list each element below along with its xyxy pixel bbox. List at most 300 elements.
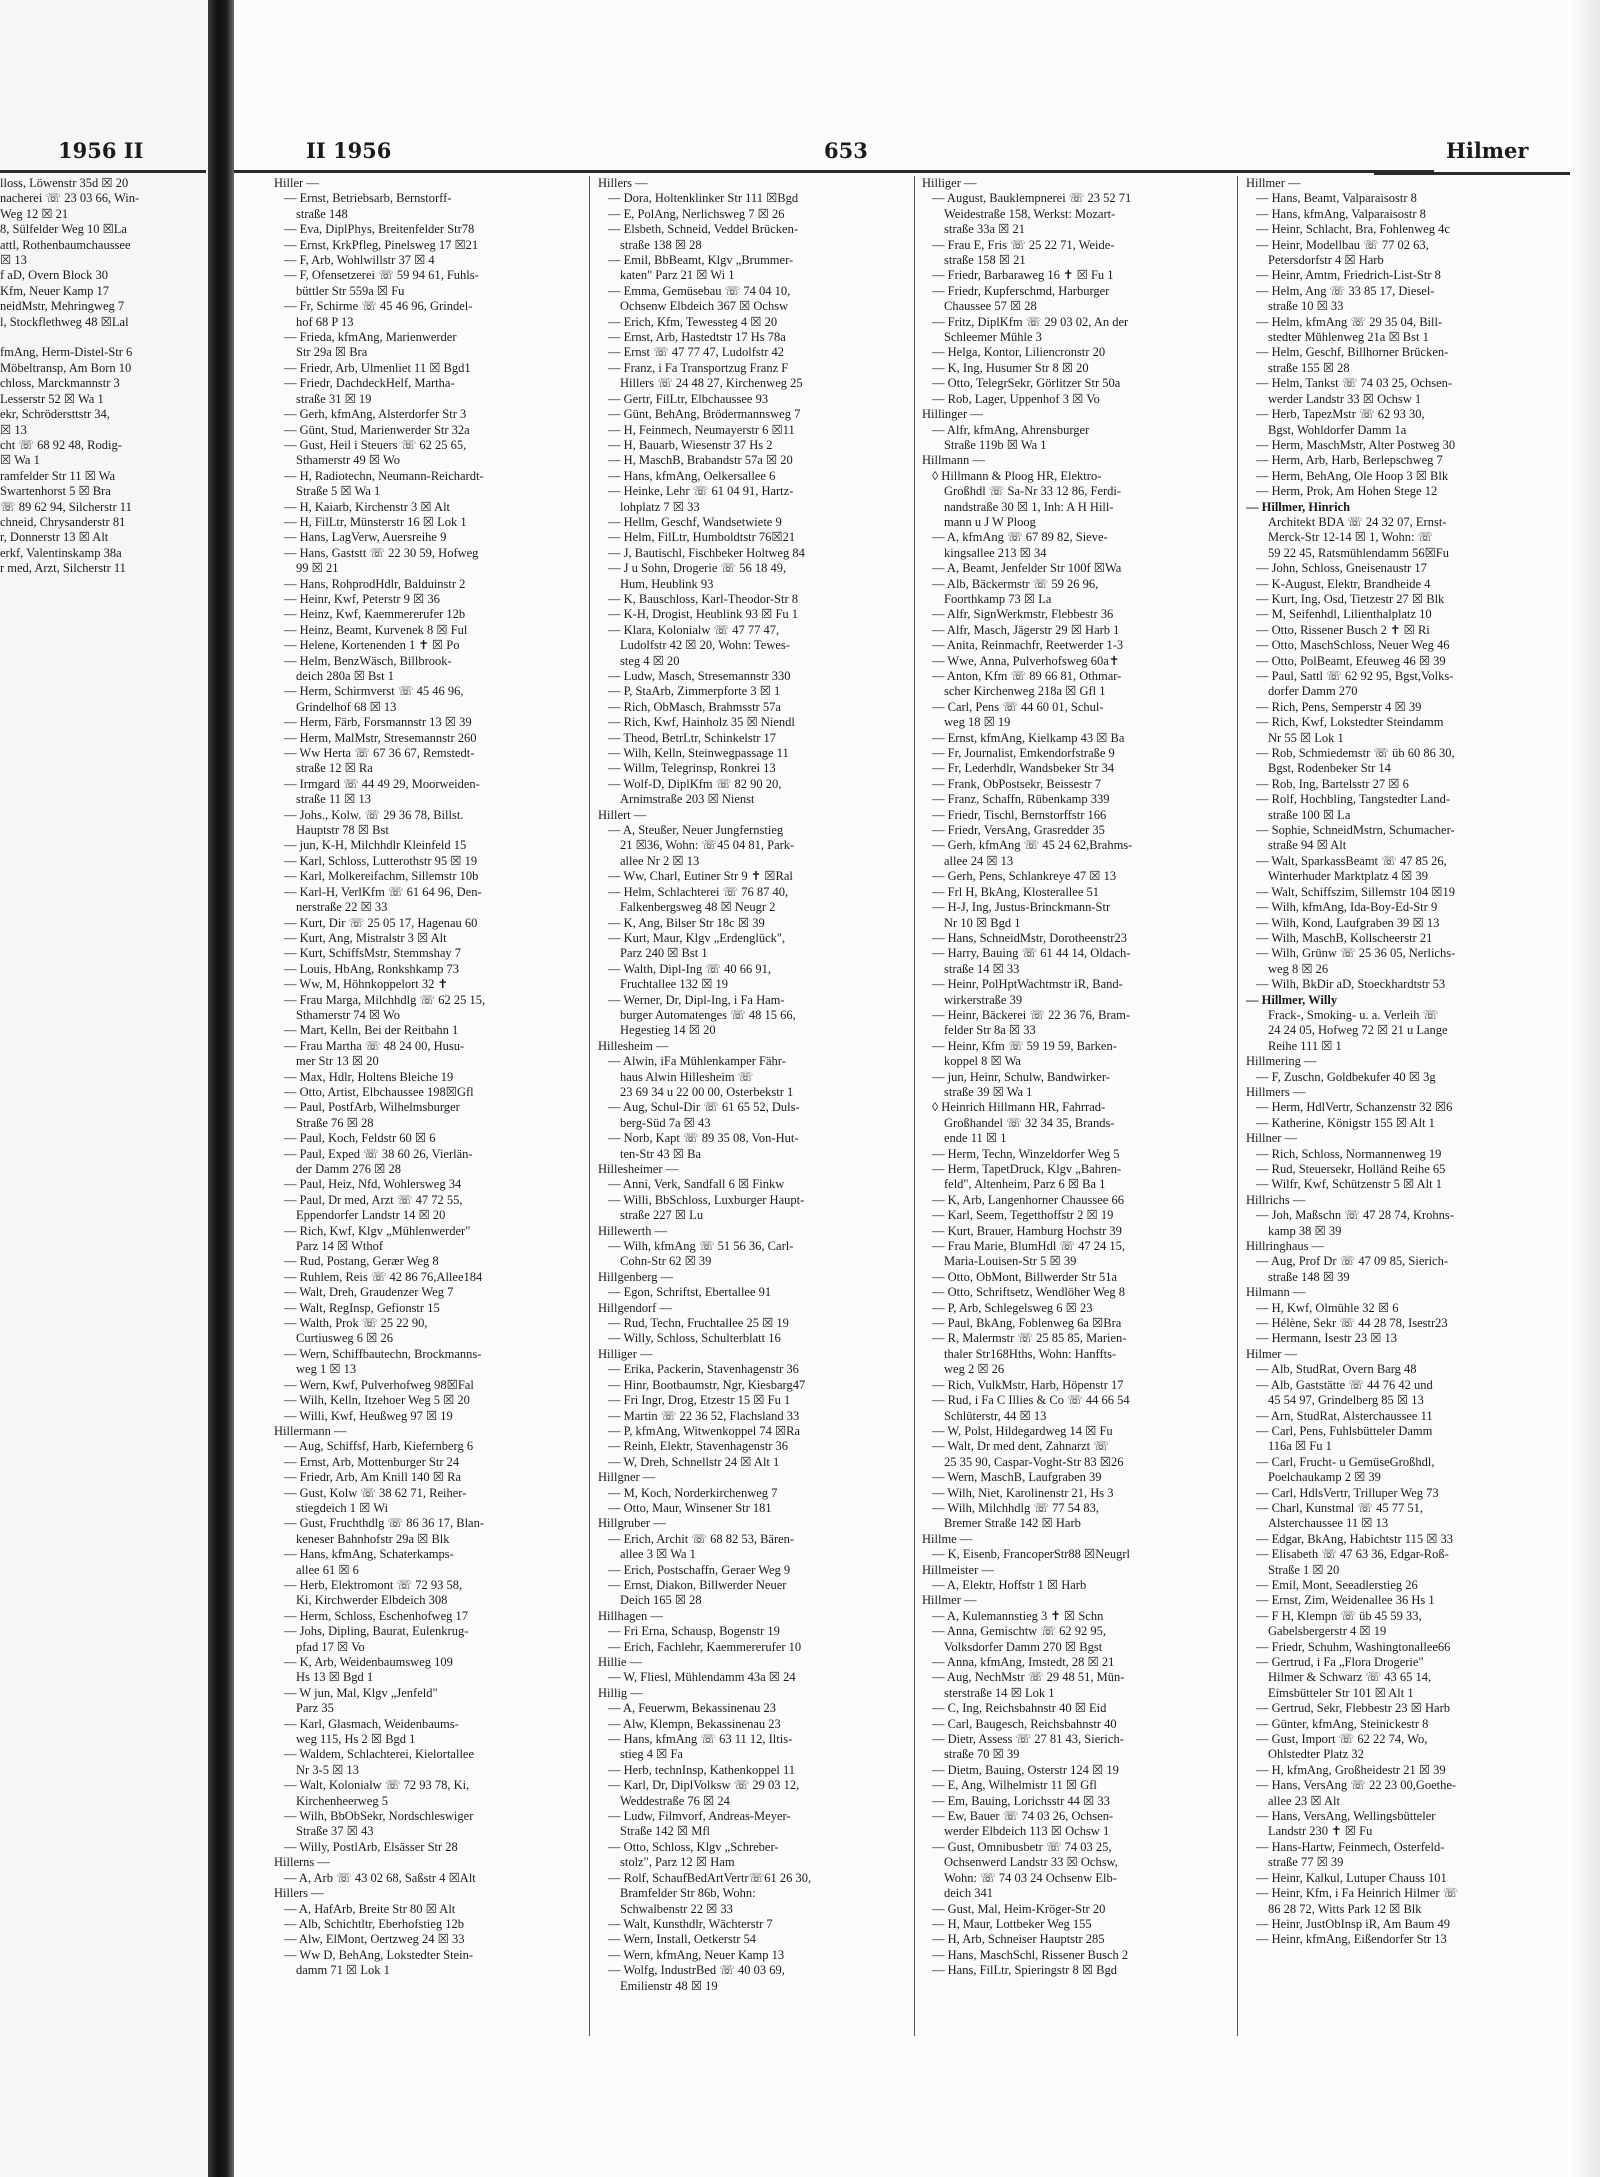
entry-line: — Rob, Schmiedemstr ☏ üb 60 86 30, bbox=[1256, 746, 1455, 761]
entry-line: — Rud, Steuersekr, Holländ Reihe 65 bbox=[1256, 1162, 1446, 1176]
entry-line: Eppendorfer Landstr 14 ☒ 20 bbox=[296, 1208, 446, 1223]
entry-line: — Sophie, SchneidMstrn, Schumacher- bbox=[1256, 823, 1455, 838]
entry-line: — Hans, Beamt, Valparaisostr 8 bbox=[1256, 191, 1417, 206]
entry-line: der Damm 276 ☒ 28 bbox=[296, 1162, 401, 1176]
entry-line: — Carl, HdlsVertr, Trilluper Weg 73 bbox=[1256, 1485, 1439, 1500]
entry-line: — C, Ing, Reichsbahnstr 40 ☒ Eid bbox=[932, 1701, 1107, 1716]
entry-line: — Friedr, Barbaraweg 16 ✝ ☒ Fu 1 bbox=[932, 268, 1114, 283]
entry-line: — Wern, Install, Oetkerstr 54 bbox=[608, 1932, 757, 1947]
entry-line: — Wilh, Kond, Laufgraben 39 ☒ 13 bbox=[1256, 915, 1440, 930]
entry-line: damm 71 ☒ Lok 1 bbox=[296, 1963, 390, 1978]
entry-line: — Willi, Kwf, Heußweg 97 ☒ 19 bbox=[284, 1408, 453, 1423]
previous-page-line: nacherei ☏ 23 03 66, Win- bbox=[0, 191, 140, 206]
entry-line: Chaussee 57 ☒ 28 bbox=[944, 299, 1037, 314]
entry-line: Schleemer Mühle 3 bbox=[944, 330, 1042, 345]
entry-line: — Wilh, kfmAng ☏ 51 56 36, Carl- bbox=[608, 1239, 794, 1254]
entry-line: — Günt, BehAng, Brödermannsweg 7 bbox=[608, 407, 801, 422]
entry-line: — Ww, Charl, Eutiner Str 9 ✝ ☒Ral bbox=[608, 869, 793, 884]
entry-line: — Wern, Kwf, Pulverhofweg 98☒Fal bbox=[284, 1377, 474, 1392]
entry-line: werder Landstr 33 ☒ Ochsw 1 bbox=[1268, 391, 1422, 406]
entry-line: — Martin ☏ 22 36 52, Flachsland 33 bbox=[608, 1408, 800, 1423]
entry-line: — Rich, VulkMstr, Harb, Höpenstr 17 bbox=[932, 1377, 1124, 1392]
entry-line: — Herm, MaschMstr, Alter Postweg 30 bbox=[1256, 437, 1456, 452]
entry-line: — Wilh, Kelln, Steinwegpassage 11 bbox=[608, 746, 789, 761]
entry-line: steg 4 ☒ 20 bbox=[620, 653, 680, 668]
entry-line: — Karl, Seem, Tegetthoffstr 2 ☒ 19 bbox=[932, 1208, 1114, 1223]
entry-line: — Heinke, Lehr ☏ 61 04 91, Hartz- bbox=[608, 484, 794, 499]
entry-line: mann u J W Ploog bbox=[944, 514, 1036, 529]
surname-heading: Hillgner — bbox=[598, 1470, 656, 1485]
entry-line: — Rud, Postang, Gerær Weg 8 bbox=[284, 1254, 439, 1269]
entry-line: — Günter, kfmAng, Steinickestr 8 bbox=[1256, 1716, 1429, 1731]
previous-page-line: l, Stockflethweg 48 ☒Lal bbox=[0, 314, 129, 329]
entry-line: straße 148 bbox=[296, 206, 348, 221]
entry-line: — Kurt, Ing, Osd, Tietzestr 27 ☒ Blk bbox=[1256, 591, 1445, 606]
previous-page-line: Lesserstr 52 ☒ Wa 1 bbox=[0, 391, 104, 406]
entry-line: Reihe 111 ☒ 1 bbox=[1268, 1038, 1342, 1053]
entry-line: — Herm, Prok, Am Hohen Stege 12 bbox=[1256, 484, 1438, 499]
directory-column-1 bbox=[274, 176, 580, 2038]
surname-heading: Hillhagen — bbox=[598, 1608, 663, 1623]
entry-line: Großhdl ☏ Sa-Nr 33 12 86, Ferdi- bbox=[944, 484, 1122, 499]
entry-line: — Emil, BbBeamt, Klgv „Brummer- bbox=[608, 253, 794, 268]
entry-line: — Hinr, Bootbaumstr, Ngr, Kiesbarg47 bbox=[608, 1377, 806, 1392]
entry-line: — Walt, Kolonialw ☏ 72 93 78, Ki, bbox=[284, 1778, 470, 1793]
directory-page bbox=[234, 0, 1600, 2177]
entry-line: — Gerh, Pens, Schlankreye 47 ☒ 13 bbox=[932, 869, 1117, 884]
entry-line: Ohlstedter Platz 32 bbox=[1268, 1747, 1364, 1762]
entry-line: 21 ☒36, Wohn: ☏45 04 81, Park- bbox=[620, 838, 795, 853]
entry-line: — M, Koch, Norderkirchenweg 7 bbox=[608, 1485, 778, 1500]
entry-line: Falkenbergsweg 48 ☒ Neugr 2 bbox=[620, 900, 776, 915]
entry-line: allee 23 ☒ Alt bbox=[1268, 1793, 1340, 1808]
entry-line: — Hans, kfmAng, Schaterkamps- bbox=[284, 1547, 454, 1562]
entry-line: — K, Ing, Husumer Str 8 ☒ 20 bbox=[932, 360, 1089, 375]
entry-line: straße 148 ☒ 39 bbox=[1268, 1269, 1350, 1284]
entry-line: — A, Steußer, Neuer Jungfernstieg bbox=[608, 823, 784, 838]
entry-line: — Helene, Kortenenden 1 ✝ ☒ Po bbox=[284, 638, 460, 653]
entry-line: — Gust, Kolw ☏ 38 62 71, Reiher- bbox=[284, 1485, 467, 1500]
entry-line: — Otto, Schloss, Klgv „Schreber- bbox=[608, 1839, 779, 1854]
entry-line: — Hellm, Geschf, Wandsetwiete 9 bbox=[608, 514, 782, 529]
entry-line: — Günt, Stud, Marienwerder Str 32a bbox=[284, 422, 470, 437]
entry-line: — K, Bauschloss, Karl-Theodor-Str 8 bbox=[608, 591, 798, 606]
entry-line: — Aug, Schiffsf, Harb, Kiefernberg 6 bbox=[284, 1439, 474, 1454]
entry-line: — Ernst, Betriebsarb, Bernstorff- bbox=[284, 191, 452, 206]
entry-line: stolz", Parz 12 ☒ Ham bbox=[620, 1855, 735, 1870]
entry-line: — A, Elektr, Hoffstr 1 ☒ Harb bbox=[932, 1577, 1087, 1592]
entry-line: — Kurt, SchiffsMstr, Stemmshay 7 bbox=[284, 946, 462, 961]
previous-page-header: 1956 II bbox=[58, 138, 144, 163]
surname-heading: Hillermann — bbox=[274, 1423, 347, 1438]
entry-line: haus Alwin Hillesheim ☏ bbox=[620, 1069, 754, 1084]
entry-line: — Rud, Techn, Fruchtallee 25 ☒ 19 bbox=[608, 1316, 789, 1331]
entry-line: — Klara, Kolonialw ☏ 47 77 47, bbox=[608, 622, 780, 637]
entry-line: — Carl, Baugesch, Reichsbahnstr 40 bbox=[932, 1716, 1117, 1731]
entry-line: Weidestraße 158, Werkst: Mozart- bbox=[944, 206, 1116, 221]
entry-line: — Hans, kfmAng, Oelkersallee 6 bbox=[608, 468, 776, 483]
entry-line: thaler Str168Hths, Wohn: Hanffts- bbox=[944, 1346, 1117, 1361]
entry-line: koppel 8 ☒ Wa bbox=[944, 1054, 1021, 1069]
entry-line: — August, Bauklempnerei ☏ 23 52 71 bbox=[932, 191, 1132, 206]
surname-heading: Hilmann — bbox=[1246, 1285, 1306, 1300]
entry-line: — Dietm, Bauing, Osterstr 124 ☒ 19 bbox=[932, 1762, 1119, 1777]
entry-line: — W, Fliesl, Mühlendamm 43a ☒ 24 bbox=[608, 1670, 796, 1685]
previous-page-line: Kfm, Neuer Kamp 17 bbox=[0, 283, 109, 298]
surname-heading: Hillmann — bbox=[922, 453, 985, 468]
entry-line: straße 33a ☒ 21 bbox=[944, 222, 1025, 237]
entry-line: Landstr 230 ✝ ☒ Fu bbox=[1268, 1824, 1373, 1839]
entry-line: — Paul, Dr med, Arzt ☏ 47 72 55, bbox=[284, 1192, 463, 1207]
entry-line: — Hans, SchneidMstr, Dorotheenstr23 bbox=[932, 930, 1127, 945]
entry-line: ◊ Hillmann & Ploog HR, Elektro- bbox=[932, 468, 1102, 483]
entry-line: Ludolfstr 42 ☒ 20, Wohn: Tewes- bbox=[620, 638, 790, 653]
surname-heading: Hillgruber — bbox=[598, 1516, 666, 1531]
entry-line: straße 14 ☒ 33 bbox=[944, 961, 1020, 976]
previous-page-line bbox=[0, 330, 206, 345]
entry-line: — F, Arb, Wohlwillstr 37 ☒ 4 bbox=[284, 253, 435, 268]
entry-line: Nr 10 ☒ Bgd 1 bbox=[944, 915, 1021, 930]
entry-line: — Heinr, Kfm, i Fa Heinrich Hilmer ☏ bbox=[1256, 1886, 1459, 1901]
entry-line: — Carl, Pens, Fuhlsbütteler Damm bbox=[1256, 1423, 1433, 1438]
entry-line: — Fr, Schirme ☏ 45 46 96, Grindel- bbox=[284, 299, 473, 314]
entry-line: — Alwin, iFa Mühlenkamper Fähr- bbox=[608, 1054, 786, 1069]
entry-line: — Theod, BetrLtr, Schinkelstr 17 bbox=[608, 730, 776, 745]
previous-page-line: neidMstr, Mehringweg 7 bbox=[0, 299, 125, 314]
entry-line: — Waldem, Schlachterei, Kielortallee bbox=[284, 1747, 475, 1762]
entry-line: kingsallee 213 ☒ 34 bbox=[944, 545, 1047, 560]
entry-line: — Helm, Geschf, Billhorner Brücken- bbox=[1256, 345, 1449, 360]
surname-heading: Hillerns — bbox=[274, 1855, 330, 1870]
entry-line: — Gertr, FilLtr, Elbchaussee 93 bbox=[608, 391, 769, 406]
entry-line: straße 158 ☒ 21 bbox=[944, 253, 1026, 268]
entry-line: — P, kfmAng, Witwenkoppel 74 ☒Ra bbox=[608, 1423, 801, 1438]
entry-line: — H, Bauarb, Wiesenstr 37 Hs 2 bbox=[608, 437, 773, 452]
entry-line: — Hans, MaschSchl, Rissener Busch 2 bbox=[932, 1947, 1129, 1962]
entry-line: — Alb, Bäckermstr ☏ 59 26 96, bbox=[932, 576, 1099, 591]
entry-line: — Rud, i Fa C Illies & Co ☏ 44 66 54 bbox=[932, 1393, 1130, 1408]
entry-line: — H, Kaiarb, Kirchenstr 3 ☒ Alt bbox=[284, 499, 451, 514]
entry-line: — Frl H, BkAng, Klosterallee 51 bbox=[932, 884, 1099, 899]
entry-line: — Paul, Koch, Feldstr 60 ☒ 6 bbox=[284, 1131, 436, 1146]
entry-line: — Walt, SparkassBeamt ☏ 47 85 26, bbox=[1256, 853, 1447, 868]
surname-heading: Hillers — bbox=[274, 1886, 324, 1901]
entry-line: Arnimstraße 203 ☒ Nienst bbox=[620, 792, 755, 807]
entry-line: stedter Mühlenweg 21a ☒ Bst 1 bbox=[1268, 330, 1429, 345]
entry-line: — Kurt, Maur, Klgv „Erdenglück", bbox=[608, 930, 786, 945]
entry-line: — Hans, VersAng ☏ 22 23 00,Goethe- bbox=[1256, 1778, 1457, 1793]
header-year: II 1956 bbox=[306, 138, 392, 163]
surname-heading: Hillringhaus — bbox=[1246, 1239, 1325, 1254]
entry-line: allee 24 ☒ 13 bbox=[944, 853, 1014, 868]
entry-line: — Carl, Frucht- u GemüseGroßhdl, bbox=[1256, 1454, 1435, 1469]
entry-line: — P, StaArb, Zimmerpforte 3 ☒ 1 bbox=[608, 684, 781, 699]
entry-line: — Karl-H, VerlKfm ☏ 61 64 96, Den- bbox=[284, 884, 482, 899]
previous-page-line: chloss, Marckmannstr 3 bbox=[0, 376, 120, 391]
surname-heading: Hillesheimer — bbox=[598, 1162, 679, 1176]
entry-line: nerstraße 22 ☒ 33 bbox=[296, 900, 388, 915]
entry-line: deich 341 bbox=[944, 1886, 993, 1901]
entry-line: — Helm, kfmAng ☏ 29 35 04, Bill- bbox=[1256, 314, 1443, 329]
entry-heading: — Hillmer, Hinrich bbox=[1246, 499, 1351, 514]
entry-line: — Hans, LagVerw, Auersreihe 9 bbox=[284, 530, 447, 545]
entry-line: Alsterchaussee 11 ☒ 13 bbox=[1268, 1516, 1389, 1531]
entry-line: — Wilh, Kelln, Itzehoer Weg 5 ☒ 20 bbox=[284, 1393, 470, 1408]
entry-line: — Willy, Schloss, Schulterblatt 16 bbox=[608, 1331, 781, 1346]
entry-line: — Alfr, Masch, Jägerstr 29 ☒ Harb 1 bbox=[932, 622, 1120, 637]
entry-line: Hum, Heublink 93 bbox=[620, 576, 714, 591]
entry-line: — Gust, Import ☏ 62 22 74, Wo, bbox=[1256, 1732, 1428, 1747]
entry-line: — E, Ang, Wilhelmistr 11 ☒ Gfl bbox=[932, 1778, 1097, 1793]
entry-line: — Erich, Postschaffn, Geraer Weg 9 bbox=[608, 1562, 791, 1577]
entry-line: — K-H, Drogist, Heublink 93 ☒ Fu 1 bbox=[608, 607, 799, 622]
entry-line: straße 77 ☒ 39 bbox=[1268, 1855, 1344, 1870]
entry-line: — Walt, Dreh, Graudenzer Weg 7 bbox=[284, 1285, 454, 1300]
entry-line: — Edgar, BkAng, Habichtstr 115 ☒ 33 bbox=[1256, 1531, 1454, 1546]
entry-line: Wohn: ☏ 74 03 24 Ochsenw Elb- bbox=[944, 1870, 1117, 1885]
entry-line: — Walt, Schiffszim, Sillemstr 104 ☒19 bbox=[1256, 884, 1455, 899]
entry-line: Schwalbenstr 22 ☒ 33 bbox=[620, 1901, 733, 1916]
entry-line: — Helm, Ang ☏ 33 85 17, Diesel- bbox=[1256, 283, 1435, 298]
header-rule-right bbox=[1374, 172, 1570, 175]
entry-line: Ochsenw Elbdeich 367 ☒ Ochsw bbox=[620, 299, 789, 314]
entry-line: wirkerstraße 39 bbox=[944, 992, 1023, 1007]
book-gutter bbox=[208, 0, 234, 2177]
entry-line: — Helm, Schlachterei ☏ 76 87 40, bbox=[608, 884, 789, 899]
entry-line: — Otto, Schriftsetz, Wendlöher Weg 8 bbox=[932, 1285, 1125, 1300]
entry-line: straße 31 ☒ 19 bbox=[296, 391, 372, 406]
entry-line: — Alw, ElMont, Oertzweg 24 ☒ 33 bbox=[284, 1932, 465, 1947]
entry-line: Straße 5 ☒ Wa 1 bbox=[296, 484, 381, 499]
entry-line: Parz 35 bbox=[296, 1701, 334, 1716]
entry-line: — Ludw, Filmvorf, Andreas-Meyer- bbox=[608, 1809, 791, 1824]
previous-page-line: fmAng, Herm-Distel-Str 6 bbox=[0, 345, 133, 360]
entry-line: straße 11 ☒ 13 bbox=[296, 792, 371, 807]
entry-line: Hillers ☏ 24 48 27, Kirchenweg 25 bbox=[620, 376, 803, 391]
entry-line: — Alb, Schichtltr, Eberhofstieg 12b bbox=[284, 1916, 465, 1931]
entry-line: allee Nr 2 ☒ 13 bbox=[620, 853, 700, 868]
column-divider bbox=[1237, 176, 1238, 2036]
entry-line: Kirchenheerweg 5 bbox=[296, 1793, 388, 1808]
entry-line: — Herm, Schloss, Eschenhofweg 17 bbox=[284, 1608, 468, 1623]
entry-line: — Ludw, Masch, Stresemannstr 330 bbox=[608, 669, 791, 683]
entry-line: straße 227 ☒ Lu bbox=[620, 1208, 704, 1223]
previous-page-line: ☒ Wa 1 bbox=[0, 453, 40, 468]
entry-line: — K, Eisenb, FrancoperStr88 ☒Neugrl bbox=[932, 1547, 1130, 1562]
entry-line: deich 280a ☒ Bst 1 bbox=[296, 669, 394, 683]
entry-line: — Friedr, Tischl, Bernstorffstr 166 bbox=[932, 807, 1107, 822]
entry-line: mer Str 13 ☒ 20 bbox=[296, 1054, 379, 1069]
entry-line: — Wern, Schiffbautechn, Brockmanns- bbox=[284, 1346, 482, 1361]
entry-line: 23 69 34 u 22 00 00, Osterbekstr 1 bbox=[620, 1084, 794, 1099]
entry-line: — Karl, Schloss, Lutterothstr 95 ☒ 19 bbox=[284, 853, 478, 868]
entry-line: — Friedr, Arb, Ulmenliet 11 ☒ Bgd1 bbox=[284, 360, 471, 375]
surname-heading: Hillinger — bbox=[922, 407, 983, 422]
entry-line: Sthamerstr 49 ☒ Wo bbox=[296, 453, 401, 468]
entry-line: Gabelsbergerstr 4 ☒ 19 bbox=[1268, 1624, 1387, 1639]
entry-line: — Fri Ingr, Drog, Etzestr 15 ☒ Fu 1 bbox=[608, 1393, 791, 1408]
previous-page-line: Swartenhorst 5 ☒ Bra bbox=[0, 484, 111, 499]
entry-line: — Herm, Schirmverst ☏ 45 46 96, bbox=[284, 684, 464, 699]
entry-line: pfad 17 ☒ Vo bbox=[296, 1639, 365, 1654]
entry-line: Grindelhof 68 ☒ 13 bbox=[296, 699, 397, 714]
entry-line: — Louis, HbAng, Ronkshkamp 73 bbox=[284, 961, 459, 976]
entry-heading: — Hillmer, Willy bbox=[1246, 992, 1338, 1007]
entry-line: — Ww D, BehAng, Lokstedter Stein- bbox=[284, 1947, 473, 1962]
entry-line: Winterhuder Marktplatz 4 ☒ 39 bbox=[1268, 869, 1428, 884]
entry-line: — Aug, Prof Dr ☏ 47 09 85, Sierich- bbox=[1256, 1254, 1449, 1269]
entry-line: — Otto, PolBeamt, Efeuweg 46 ☒ 39 bbox=[1256, 653, 1446, 668]
entry-line: — J, Bautischl, Fischbeker Holtweg 84 bbox=[608, 545, 805, 560]
directory-column-4 bbox=[1246, 176, 1552, 2038]
entry-line: — Frau Marga, Milchhdlg ☏ 62 25 15, bbox=[284, 992, 486, 1007]
entry-line: — Herm, TapetDruck, Klgv „Bahren- bbox=[932, 1162, 1122, 1176]
entry-line: — Rolf, Hochbling, Tangstedter Land- bbox=[1256, 792, 1450, 807]
surname-heading: Hillesheim — bbox=[598, 1038, 669, 1053]
previous-page-line: erkf, Valentinskamp 38a bbox=[0, 545, 122, 560]
entry-line: — Herm, Arb, Harb, Berlepschweg 7 bbox=[1256, 453, 1443, 468]
entry-line: — K, Arb, Langenhorner Chaussee 66 bbox=[932, 1192, 1124, 1207]
surname-heading: Hillmeister — bbox=[922, 1562, 994, 1577]
entry-line: weg 1 ☒ 13 bbox=[296, 1362, 357, 1377]
entry-line: — Walth, Prok ☏ 25 22 90, bbox=[284, 1316, 428, 1331]
entry-line: — Ew, Bauer ☏ 74 03 26, Ochsen- bbox=[932, 1809, 1114, 1824]
entry-line: — Hélène, Sekr ☏ 44 28 78, Isestr23 bbox=[1256, 1316, 1448, 1331]
entry-line: — Friedr, Arb, Am Knill 140 ☒ Ra bbox=[284, 1470, 462, 1485]
entry-line: straße 155 ☒ 28 bbox=[1268, 360, 1350, 375]
entry-line: — Egon, Schriftst, Ebertallee 91 bbox=[608, 1285, 772, 1300]
entry-line: Ki, Kirchwerder Elbdeich 308 bbox=[296, 1593, 448, 1608]
entry-line: — Otto, Artist, Elbchaussee 198☒Gfl bbox=[284, 1084, 474, 1099]
surname-heading: Hilliger — bbox=[922, 176, 977, 190]
entry-line: stiegdeich 1 ☒ Wi bbox=[296, 1500, 389, 1515]
entry-line: — Gertrud, i Fa „Flora Drogerie" bbox=[1256, 1655, 1424, 1669]
entry-line: — Heinr, PolHptWachtmstr iR, Band- bbox=[932, 977, 1123, 992]
entry-line: — Friedr, VersAng, Grasredder 35 bbox=[932, 823, 1105, 838]
entry-line: — H, kfmAng, Großheidestr 21 ☒ 39 bbox=[1256, 1762, 1446, 1777]
entry-line: — Anna, kfmAng, Imstedt, 28 ☒ 21 bbox=[932, 1655, 1115, 1669]
entry-line: Bramfelder Str 86b, Wohn: bbox=[620, 1886, 756, 1901]
entry-line: — Kurt, Brauer, Hamburg Hochstr 39 bbox=[932, 1223, 1122, 1238]
entry-line: — Herm, Färb, Forsmannstr 13 ☒ 39 bbox=[284, 715, 472, 730]
entry-line: — Erich, Fachlehr, Kaemmererufer 10 bbox=[608, 1639, 802, 1654]
entry-line: — Alfr, SignWerkmstr, Flebbestr 36 bbox=[932, 607, 1114, 622]
entry-line: — H, Maur, Lottbeker Weg 155 bbox=[932, 1916, 1092, 1931]
entry-line: — F, Zuschn, Goldbekufer 40 ☒ 3g bbox=[1256, 1069, 1436, 1084]
entry-line: straße 39 ☒ Wa 1 bbox=[944, 1084, 1033, 1099]
entry-line: — Otto, Maur, Winsener Str 181 bbox=[608, 1500, 772, 1515]
entry-line: Ochsenwerd Landstr 33 ☒ Ochsw, bbox=[944, 1855, 1118, 1870]
entry-line: — Walt, Dr med dent, Zahnarzt ☏ bbox=[932, 1439, 1109, 1454]
entry-line: — Anna, Gemischtw ☏ 62 92 95, bbox=[932, 1624, 1106, 1639]
previous-page-line: f aD, Overn Block 30 bbox=[0, 268, 108, 283]
entry-line: — Otto, TelegrSekr, Görlitzer Str 50a bbox=[932, 376, 1121, 391]
entry-line: — Charl, Kunstmal ☏ 45 77 51, bbox=[1256, 1500, 1424, 1515]
entry-line: — Hans, VersAng, Wellingsbütteler bbox=[1256, 1809, 1436, 1824]
entry-line: Nr 3-5 ☒ 13 bbox=[296, 1762, 359, 1777]
surname-heading: Hillie — bbox=[598, 1655, 643, 1669]
entry-line: — Reinh, Elektr, Stavenhagenstr 36 bbox=[608, 1439, 789, 1454]
entry-line: — Rich, Kwf, Hainholz 35 ☒ Niendl bbox=[608, 715, 795, 730]
entry-line: straße 100 ☒ La bbox=[1268, 807, 1351, 822]
entry-line: — Gerh, kfmAng, Alsterdorfer Str 3 bbox=[284, 407, 467, 422]
page-number: 653 bbox=[824, 138, 868, 163]
entry-line: — Alb, Gaststätte ☏ 44 76 42 und bbox=[1256, 1377, 1433, 1392]
entry-line: straße 94 ☒ Alt bbox=[1268, 838, 1347, 853]
entry-line: Parz 240 ☒ Bst 1 bbox=[620, 946, 708, 961]
entry-line: — Heinr, Kalkul, Lutuper Chauss 101 bbox=[1256, 1870, 1447, 1885]
entry-line: — A, kfmAng ☏ 67 89 82, Sieve- bbox=[932, 530, 1108, 545]
entry-line: — H, MaschB, Brabandstr 57a ☒ 20 bbox=[608, 453, 793, 468]
entry-line: — Fr, Lederhdlr, Wandsbeker Str 34 bbox=[932, 761, 1115, 776]
entry-line: — Rob, Lager, Uppenhof 3 ☒ Vo bbox=[932, 391, 1100, 406]
entry-line: — Hans, kfmAng ☏ 63 11 12, Iltis- bbox=[608, 1732, 793, 1747]
entry-line: — Heinz, Beamt, Kurvenek 8 ☒ Ful bbox=[284, 622, 468, 637]
surname-heading: Hillers — bbox=[598, 176, 648, 190]
previous-page-line: Weg 12 ☒ 21 bbox=[0, 206, 69, 221]
entry-line: Eimsbütteler Str 101 ☒ Alt 1 bbox=[1268, 1685, 1414, 1700]
surname-heading: Hillig — bbox=[598, 1685, 643, 1700]
entry-line: — F H, Klempn ☏ üb 45 59 33, bbox=[1256, 1608, 1422, 1623]
entry-line: büttler Str 559a ☒ Fu bbox=[296, 283, 405, 298]
entry-line: — John, Schloss, Gneisenaustr 17 bbox=[1256, 561, 1427, 576]
entry-line: — Hans, kfmAng, Valparaisostr 8 bbox=[1256, 206, 1426, 221]
entry-line: werder Elbdeich 113 ☒ Ochsw 1 bbox=[944, 1824, 1110, 1839]
entry-line: — Helga, Kontor, Liliencronstr 20 bbox=[932, 345, 1106, 360]
previous-page-line: ☒ 13 bbox=[0, 253, 27, 268]
previous-page-line: Möbeltransp, Am Born 10 bbox=[0, 360, 132, 375]
entry-line: ende 11 ☒ 1 bbox=[944, 1131, 1007, 1146]
entry-line: — W, Polst, Hildegardweg 14 ☒ Fu bbox=[932, 1423, 1113, 1438]
entry-line: — Friedr, Kupferschmd, Harburger bbox=[932, 283, 1110, 298]
entry-line: Straße 119b ☒ Wa 1 bbox=[944, 437, 1047, 452]
entry-line: — Hans-Hartw, Feinmech, Osterfeld- bbox=[1256, 1839, 1445, 1854]
entry-line: — E, PolAng, Nerlichsweg 7 ☒ 26 bbox=[608, 206, 785, 221]
surname-heading: Hillmer — bbox=[1246, 176, 1301, 190]
entry-line: 45 54 97, Grindelberg 85 ☒ 13 bbox=[1268, 1393, 1424, 1408]
entry-line: straße 12 ☒ Ra bbox=[296, 761, 373, 776]
entry-line: — Friedr, DachdeckHelf, Martha- bbox=[284, 376, 455, 391]
entry-line: Str 29a ☒ Bra bbox=[296, 345, 368, 360]
entry-line: — Karl, Molkereifachm, Sillemstr 10b bbox=[284, 869, 479, 884]
entry-line: feld", Altenheim, Parz 6 ☒ Ba 1 bbox=[944, 1177, 1106, 1192]
entry-line: straße 70 ☒ 39 bbox=[944, 1747, 1020, 1762]
entry-line: — Irmgard ☏ 44 49 29, Moorweiden- bbox=[284, 776, 480, 791]
entry-line: — Rich, Kwf, Klgv „Mühlenwerder" bbox=[284, 1223, 471, 1238]
entry-line: — Hans, RohprodHdlr, Balduinstr 2 bbox=[284, 576, 466, 591]
entry-line: Foorthkamp 73 ☒ La bbox=[944, 591, 1052, 606]
entry-line: nandstraße 30 ☒ 1, Inh: A H Hill- bbox=[944, 499, 1114, 514]
entry-line: ten-Str 43 ☒ Ba bbox=[620, 1146, 701, 1161]
entry-line: — Katherine, Königstr 155 ☒ Alt 1 bbox=[1256, 1115, 1435, 1130]
previous-page bbox=[0, 0, 222, 2177]
previous-page-line: r, Donnerstr 13 ☒ Alt bbox=[0, 530, 109, 545]
entry-line: Sthamerstr 74 ☒ Wo bbox=[296, 1007, 401, 1022]
entry-line: katen" Parz 21 ☒ Wi 1 bbox=[620, 268, 735, 283]
entry-line: weg 2 ☒ 26 bbox=[944, 1362, 1005, 1377]
entry-line: Weddestraße 76 ☒ 24 bbox=[620, 1793, 730, 1808]
entry-line: — Gertrud, Sekr, Flebbestr 23 ☒ Harb bbox=[1256, 1701, 1451, 1716]
entry-line: — H, Kwf, Olmühle 32 ☒ 6 bbox=[1256, 1300, 1399, 1315]
entry-line: — Elisabeth ☏ 47 63 36, Edgar-Roß- bbox=[1256, 1547, 1449, 1562]
entry-line: — Alfr, kfmAng, Ahrensburger bbox=[932, 422, 1090, 437]
entry-line: — Helm, FilLtr, Humboldtstr 76☒21 bbox=[608, 530, 796, 545]
entry-line: — Wilh, BbObSekr, Nordschleswiger bbox=[284, 1809, 474, 1824]
entry-line: 25 35 90, Caspar-Voght-Str 83 ☒26 bbox=[944, 1454, 1124, 1469]
entry-line: — Anni, Verk, Sandfall 6 ☒ Finkw bbox=[608, 1177, 785, 1192]
surname-heading: Hillgenberg — bbox=[598, 1269, 674, 1284]
entry-line: — Aug, NechMstr ☏ 29 48 51, Mün- bbox=[932, 1670, 1125, 1685]
